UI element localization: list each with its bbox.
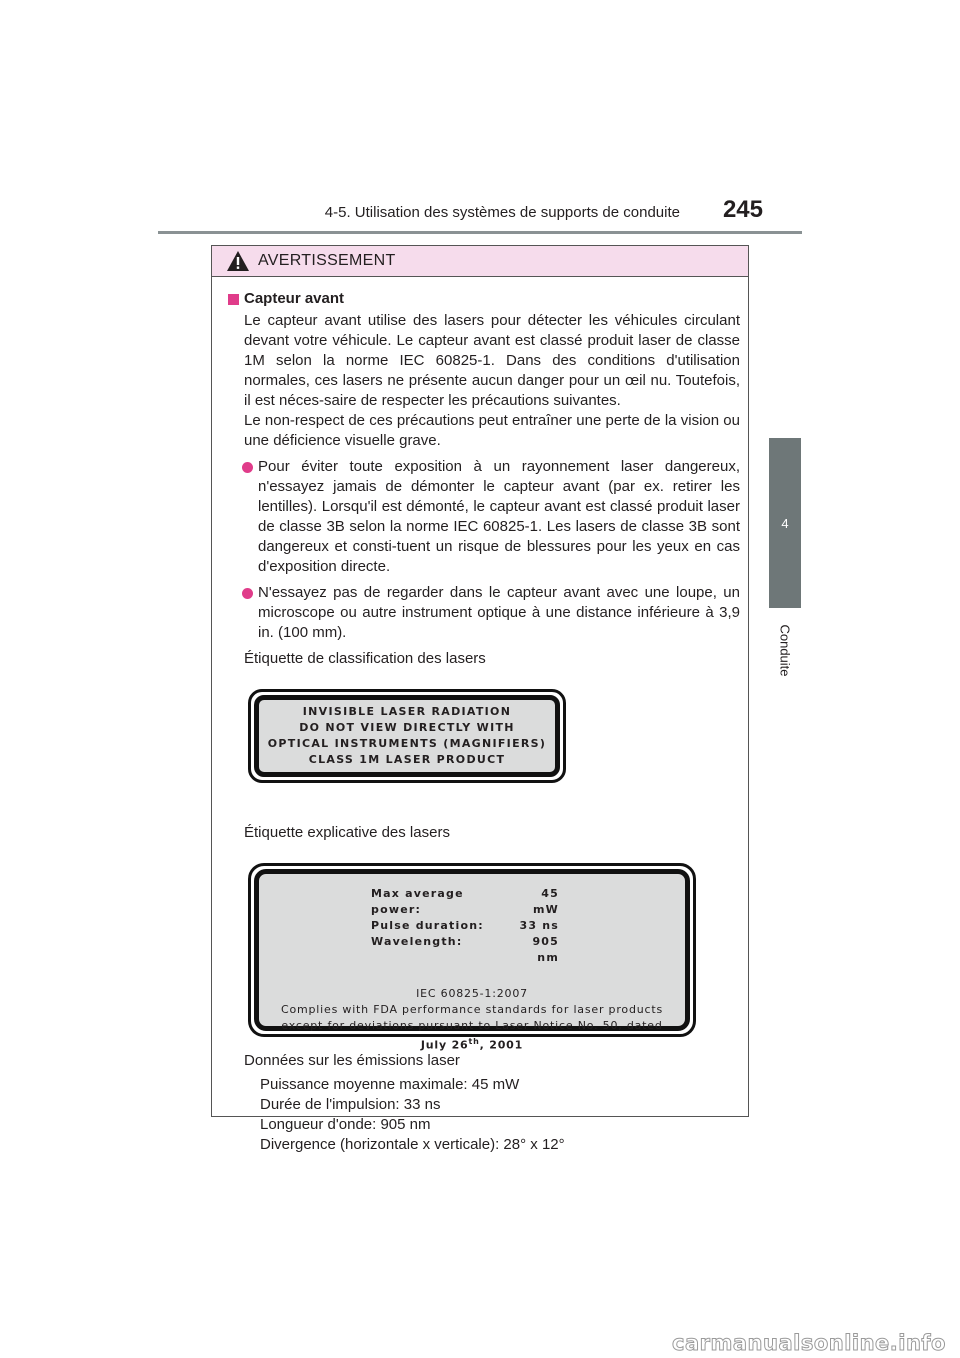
spec-value: 45 mW	[533, 887, 559, 916]
chapter-tab-number: 4	[781, 515, 789, 531]
section-heading	[228, 289, 740, 309]
spec-key: Wavelength:	[371, 935, 463, 948]
explanatory-label-caption: Étiquette explicative des lasers	[244, 824, 450, 841]
spec-row	[371, 886, 685, 918]
warning-title: AVERTISSEMENT	[258, 252, 396, 269]
compliance-text	[259, 986, 685, 1054]
list-item: Longueur d'onde: 905 nm	[260, 1116, 431, 1133]
warning-triangle-icon	[226, 250, 250, 272]
standard-text: IEC 60825-1:2007	[416, 987, 528, 1000]
section-heading-text: Capteur avant	[244, 290, 345, 307]
date-sup: th	[468, 1037, 480, 1046]
page-number: 245	[722, 196, 763, 223]
emissions-list	[228, 1075, 740, 1155]
date-prefix: July 26	[420, 1038, 469, 1052]
chapter-tab-label	[763, 610, 807, 690]
label-line: OPTICAL INSTRUMENTS (MAGNIFIERS)	[267, 737, 547, 750]
header-section-title: 4-5. Utilisation des systèmes de supports de conduite	[324, 204, 680, 221]
laser-specs	[371, 886, 685, 966]
intro-paragraph: Le capteur avant utilise des lasers pour détecter les véhicules circulant devant votre véhicule. Le capteur avant est classé produit laser de classe 1M selon la norme IEC 60825-1. Dans des conditions d'utilisation normales, ces lasers ne présente aucun danger pour un œil nu. Toutefois, il est néces-saire de respecter les précautions suivantes.	[244, 312, 740, 409]
date-suffix: , 2001	[479, 1038, 524, 1052]
emissions-caption: Données sur les émissions laser	[244, 1052, 460, 1069]
list-item: Puissance moyenne maximale: 45 mW	[260, 1076, 520, 1093]
consequence-paragraph: Le non-respect de ces précautions peut entraîner une perte de la vision ou une déficience visuelle grave.	[244, 412, 740, 449]
spec-row	[371, 934, 685, 966]
spec-key: Pulse duration:	[371, 919, 484, 932]
label-line: INVISIBLE LASER RADIATION	[302, 705, 512, 718]
classification-label-caption: Étiquette de classification des lasers	[244, 650, 486, 667]
watermark: carmanualsonline.info	[672, 1331, 946, 1355]
square-bullet-icon	[228, 294, 239, 305]
spec-key: Max average power:	[371, 887, 464, 916]
warning-body	[212, 277, 748, 1155]
list-item	[228, 457, 740, 577]
list-item: Divergence (horizontale x verticale): 28° x 12°	[260, 1136, 565, 1153]
compliance-line: Complies with FDA performance standards for laser products	[280, 1003, 663, 1016]
chapter-tab[interactable]	[769, 438, 801, 608]
list-item	[228, 583, 740, 643]
circle-bullet-icon	[242, 462, 253, 473]
chapter-tab-label-text: Conduite	[777, 623, 793, 677]
compliance-line: except for deviations pursuant to Laser Notice No. 50, dated	[281, 1019, 663, 1032]
label-line: CLASS 1M LASER PRODUCT	[308, 753, 506, 766]
spec-value: 33 ns	[519, 919, 559, 932]
spec-row	[371, 918, 685, 934]
header-divider	[158, 231, 802, 234]
bullet-text: N'essayez pas de regarder dans le capteur avant avec une loupe, un microscope ou autre instrument optique à une distance inférieure à 3,9 in. (100 mm).	[258, 584, 740, 641]
laser-classification-label	[248, 689, 566, 783]
warning-header	[212, 246, 748, 277]
list-item: Durée de l'impulsion: 33 ns	[260, 1096, 441, 1113]
circle-bullet-icon	[242, 588, 253, 599]
bullet-text: Pour éviter toute exposition à un rayonnement laser dangereux, n'essayez jamais de démonter le capteur avant (par ex. retirer les lentilles). Lorsqu'il est démonté, le capteur avant est classé produit laser de classe 3B selon la norme IEC 60825-1. Les lasers de classe 3B sont dangereux et consti-tuent un risque de blessures pour les yeux en cas d'exposition directe.	[258, 458, 740, 575]
laser-explanatory-label	[248, 863, 696, 1052]
label-line: DO NOT VIEW DIRECTLY WITH	[299, 721, 515, 734]
warning-box	[211, 245, 749, 1153]
spec-value: 905 nm	[532, 935, 559, 964]
